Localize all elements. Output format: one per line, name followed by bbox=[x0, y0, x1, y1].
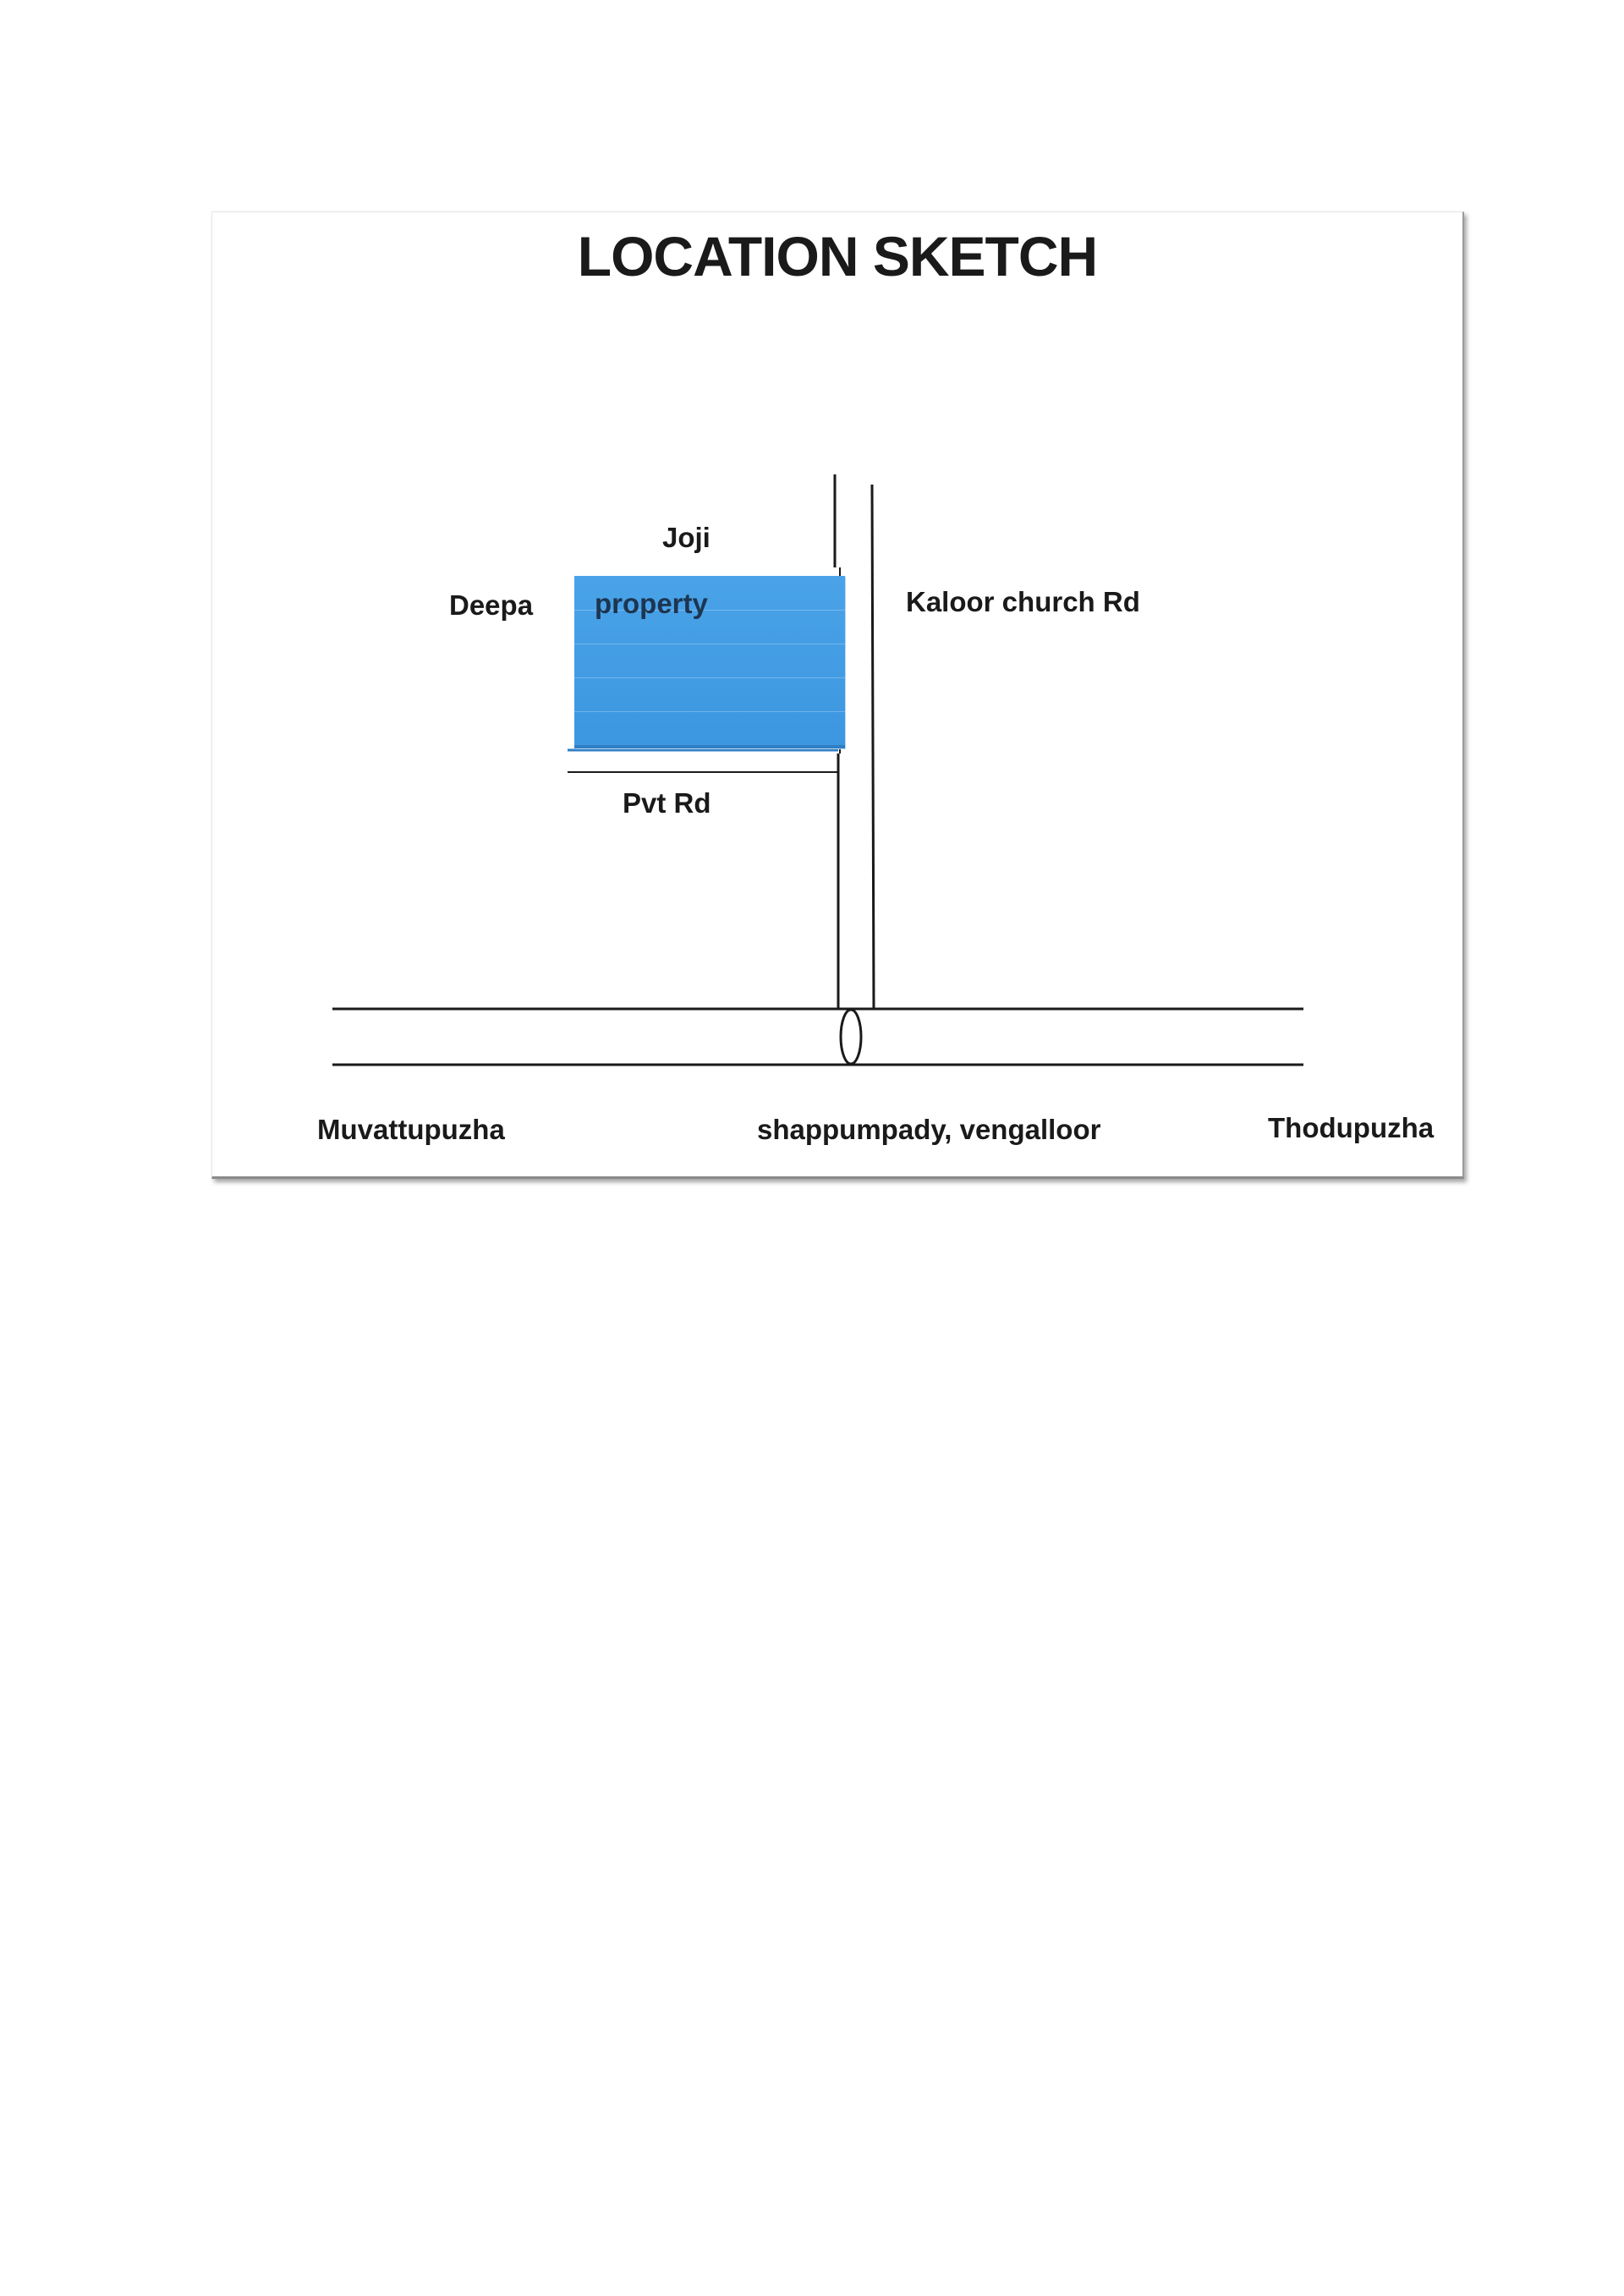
kaloor-road-right-edge bbox=[872, 485, 874, 1009]
location-sketch-panel bbox=[211, 211, 1464, 1179]
pvt-road-label: Pvt Rd bbox=[623, 787, 711, 819]
culvert-ellipse bbox=[841, 1010, 861, 1064]
muvattupuzha-label: Muvattupuzha bbox=[317, 1114, 505, 1145]
thodupuzha-label: Thodupuzha bbox=[1268, 1112, 1435, 1143]
property-plot bbox=[574, 576, 845, 748]
kaloor-road-label: Kaloor church Rd bbox=[906, 586, 1140, 617]
junction-label: shappumpady, vengalloor bbox=[757, 1114, 1101, 1145]
sketch-title: LOCATION SKETCH bbox=[577, 225, 1098, 288]
property-label: property bbox=[595, 588, 708, 619]
deepa-label: Deepa bbox=[449, 589, 534, 621]
joji-label: Joji bbox=[662, 522, 710, 553]
